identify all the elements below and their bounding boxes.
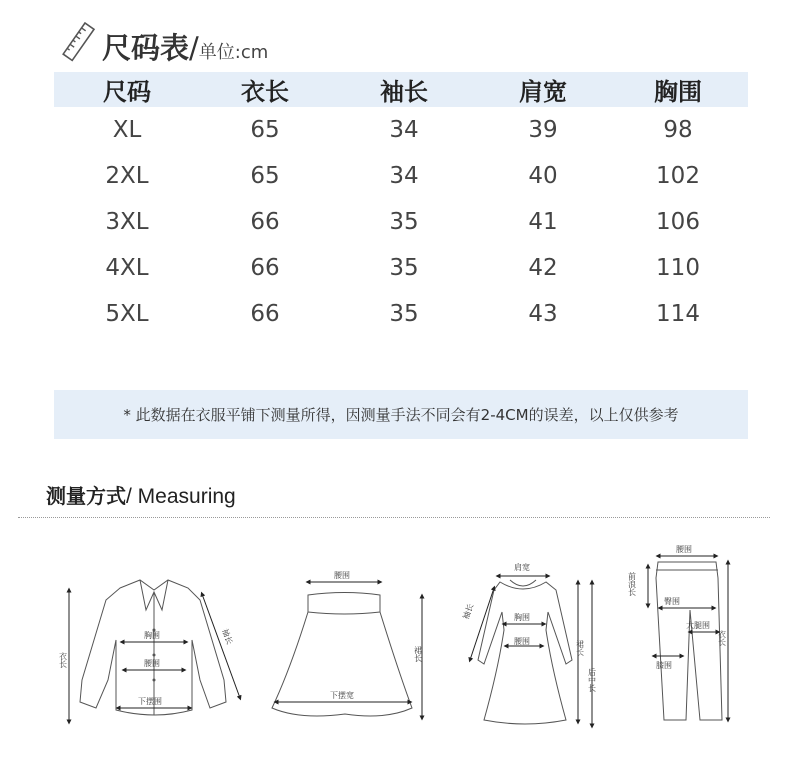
table-cell: 66 [250,301,280,327]
table-row [54,245,748,291]
shirt-hem-label: 下摆围 [138,697,162,706]
table-header [54,72,748,107]
table-row [54,153,748,199]
dress-chest-label: 胸围 [514,613,530,622]
table-cell: 3XL [105,209,149,235]
pants-hip-label: 臀围 [664,597,680,606]
skirt-length-label: 裙长 [413,646,423,662]
shirt-length-label: 衣长 [58,652,68,668]
table-cell: 5XL [105,301,149,327]
skirt-waist-label: 腰围 [334,571,350,580]
measuring-section-title [46,480,236,509]
pants-waist-label: 腰围 [676,545,692,554]
table-cell: 65 [250,117,280,143]
table-cell: 42 [528,255,558,281]
column-header-shoulder: 肩宽 [519,78,567,106]
dress-shoulder-label: 肩宽 [514,563,530,572]
table-cell: 66 [250,209,280,235]
table-cell: 41 [528,209,558,235]
table-cell: 66 [250,255,280,281]
table-row [54,199,748,245]
pants-front-rise-label: 前浪长 [627,572,637,596]
pants-thigh-label: 大腿围 [686,621,710,630]
column-header-chest: 胸围 [654,78,702,106]
page-title [102,26,268,67]
measuring-title-en: / Measuring [126,485,236,508]
measuring-illustrations [0,520,790,775]
column-header-sleeve: 袖长 [380,78,428,106]
measurement-note: * 此数据在衣服平铺下测量所得，因测量手法不同会有2-4CM的误差，以上仅供参考 [54,390,748,439]
dress-back-length-label: 后中长 [587,668,597,692]
ruler-icon [62,22,96,62]
table-cell: 34 [389,163,419,189]
table-cell: 35 [389,255,419,281]
measuring-title-cn: 测量方式 [46,484,126,508]
table-cell: 35 [389,301,419,327]
table-cell: 98 [663,117,693,143]
column-header-length: 衣长 [241,78,289,106]
table-cell: 43 [528,301,558,327]
pants-length-label: 衣长 [717,630,727,646]
dress-illustration [460,562,596,726]
dress-front-length-label: 裙长 [575,640,585,656]
table-cell: 34 [389,117,419,143]
shirt-chest-label: 胸围 [144,631,160,640]
pants-illustration [628,545,729,720]
table-cell: 114 [656,301,700,327]
table-row [54,107,748,153]
unit-label: 单位:cm [198,42,269,63]
dress-sleeve-label: 袖长 [461,602,476,621]
table-cell: 110 [656,255,700,281]
table-cell: 102 [656,163,700,189]
pants-knee-label: 膝围 [656,661,672,670]
table-cell: 65 [250,163,280,189]
table-cell: XL [112,117,142,143]
table-cell: 2XL [105,163,149,189]
skirt-illustration [272,571,423,718]
column-header-size: 尺码 [103,78,151,106]
shirt-illustration [59,580,241,722]
title-text: 尺码表 [102,31,190,65]
table-cell: 35 [389,209,419,235]
table-cell: 40 [528,163,558,189]
shirt-sleeve-label: 袖长 [220,627,235,646]
dotted-divider [18,517,770,518]
size-table [54,72,748,337]
table-cell: 4XL [105,255,149,281]
table-row [54,291,748,337]
table-cell: 39 [528,117,558,143]
skirt-hem-label: 下摆宽 [330,691,354,700]
title-slash: / [189,31,199,65]
table-cell: 106 [656,209,700,235]
shirt-waist-label: 腰围 [144,659,160,668]
dress-waist-label: 腰围 [514,637,530,646]
